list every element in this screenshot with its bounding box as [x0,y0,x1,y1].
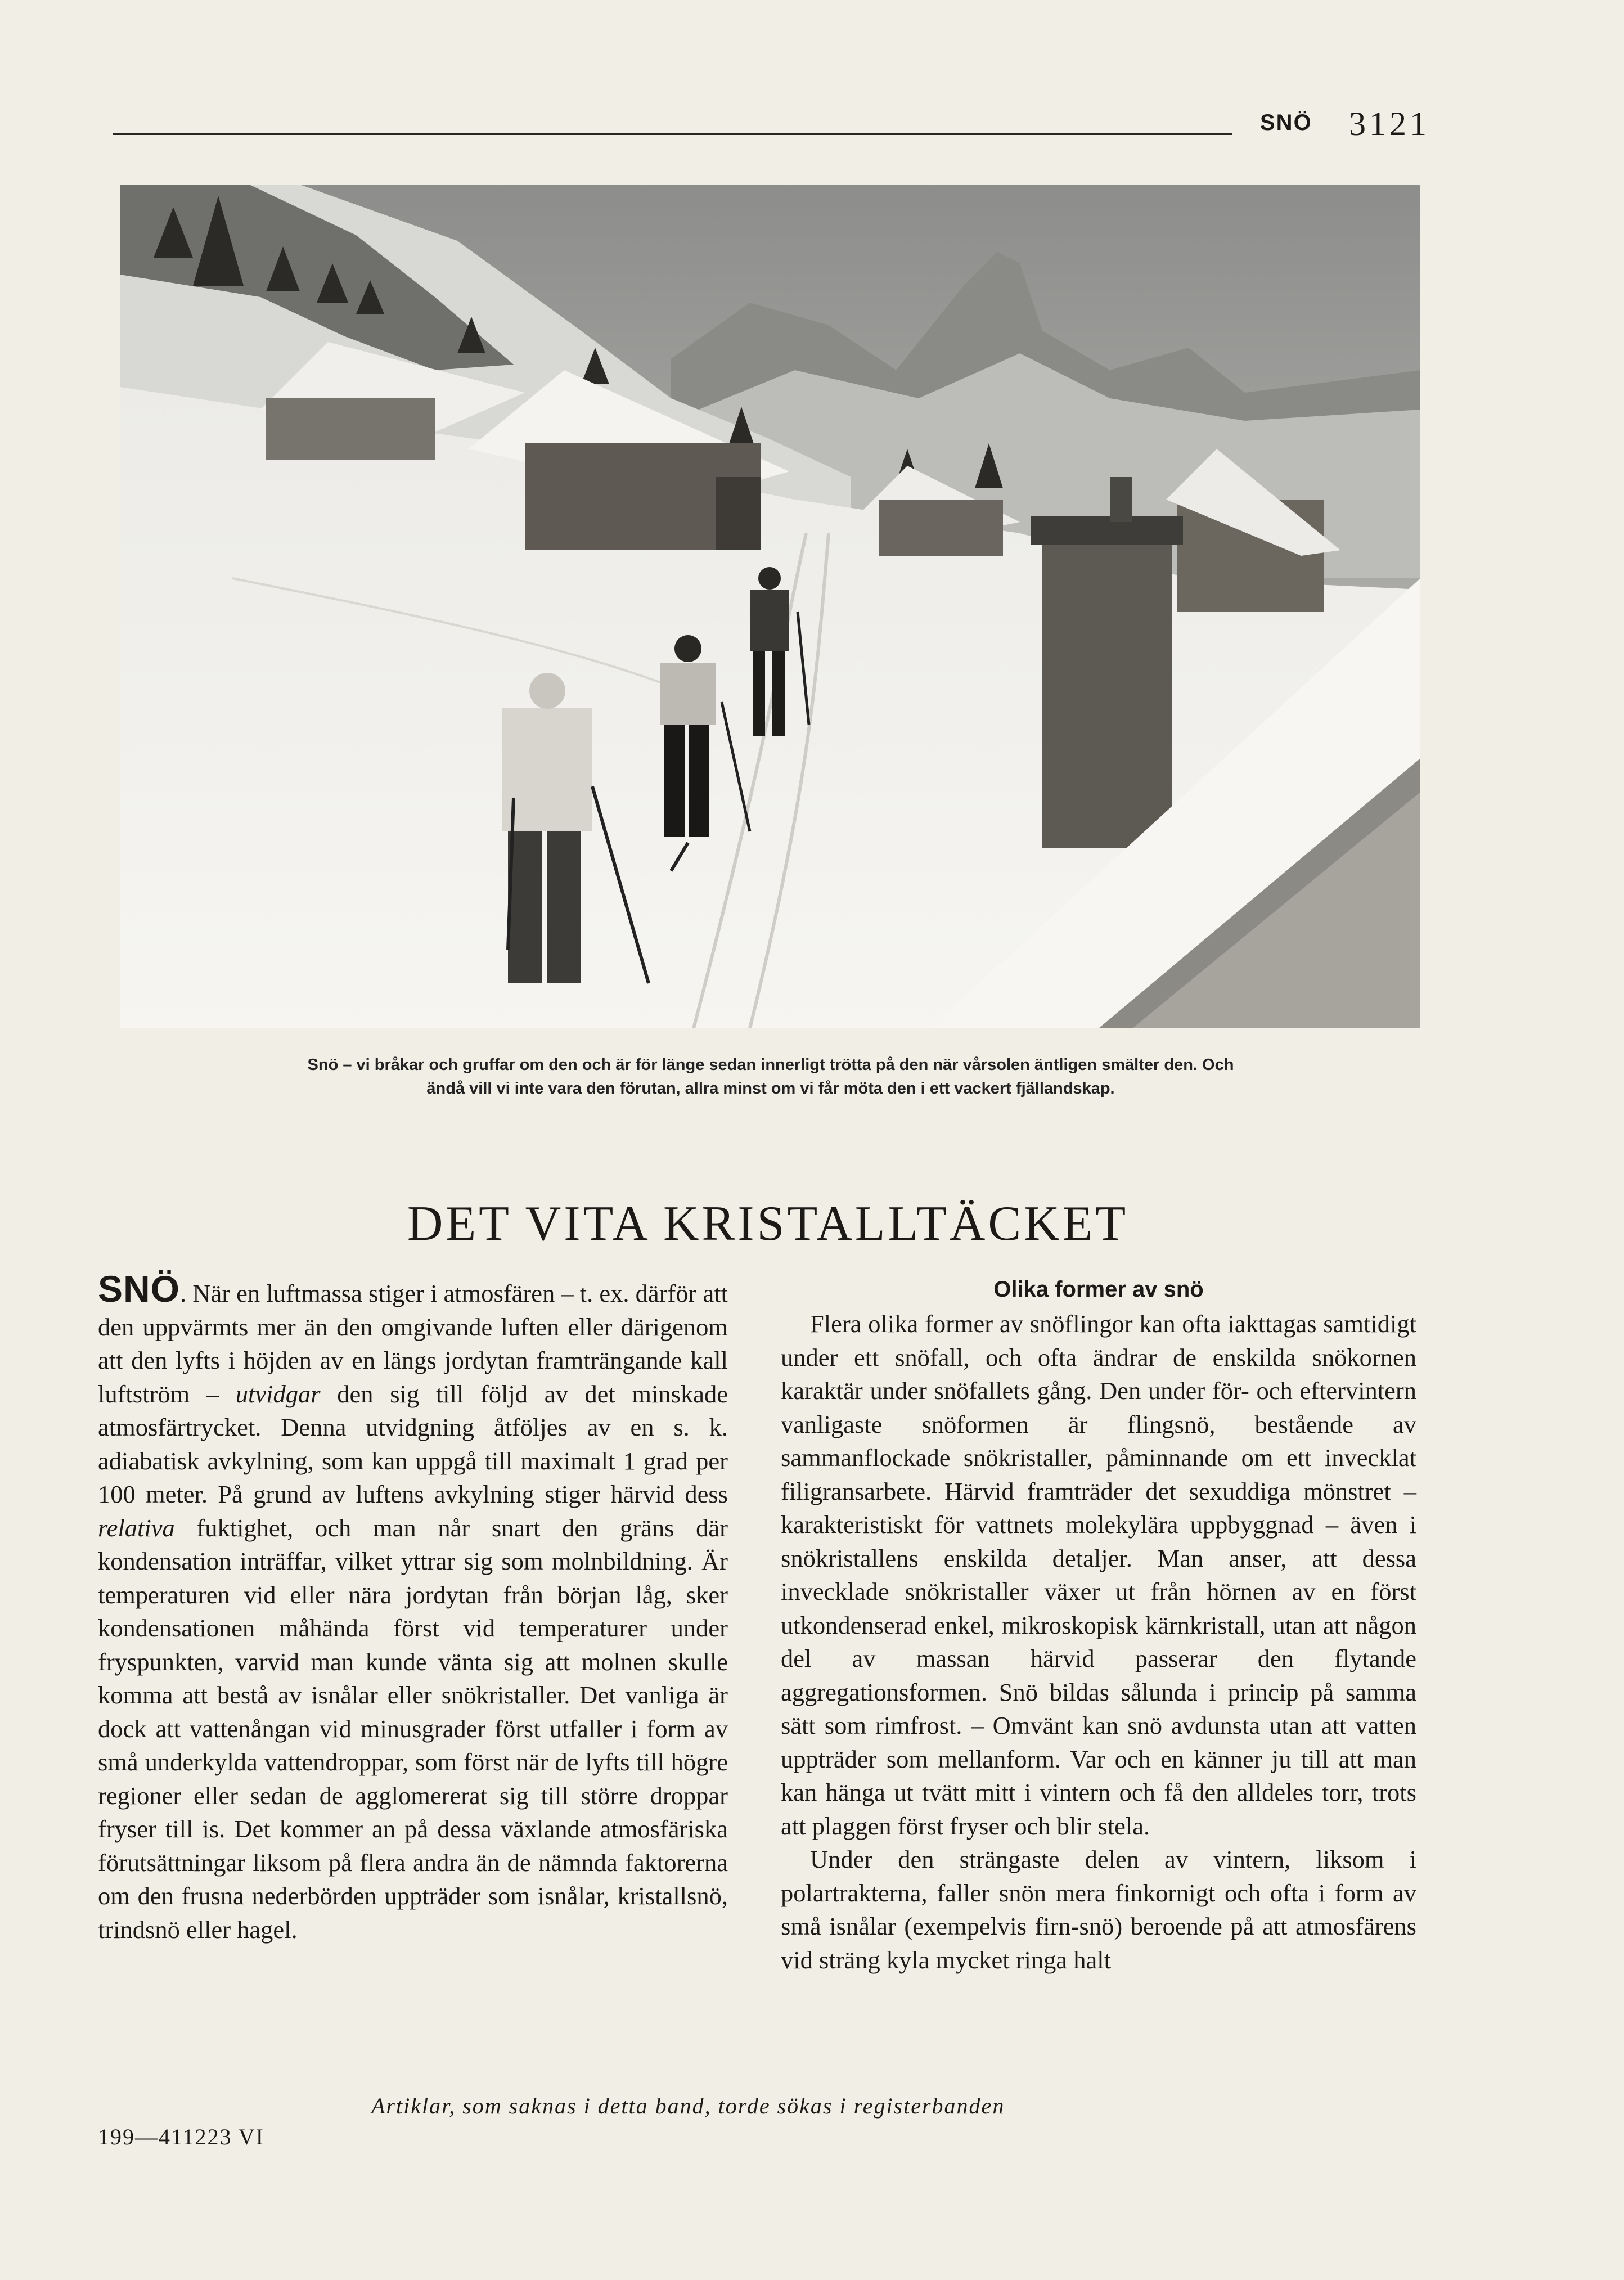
section-subheading: Olika former av snö [993,1277,1204,1302]
photograph-skiers [120,185,1420,1028]
left-paragraph [98,1268,728,1946]
right-paragraph-1: Flera olika former av snöflingor kan ofta iakttagas samtidigt under ett snöfall, och ofta ändrar de enskilda snökornen karaktär under snöfallets gång. Den under för- och eftervintern vanligaste snöformen är flingsnö, bestående av sammanflockade snökristaller, påminnande om ett invecklat filigransarbete. Härvid framträder det sexuddiga mönstret – karakteristiskt för vattnets molekylära uppbyggnad – även i snökristallens enskilda detaljer. Man anser, att dessa invecklade snökristaller växer ut från hörnen av en först utkondenserad enkel, mikroskopisk kärnkristall, utan att någon del av massan härvid passerar den flytande aggregationsformen. Snö bildas sålunda i princip på samma sätt som rimfrost. – Omvänt kan snö avdunsta utan att vatten uppträder som mellanform. Var och en känner ju till att man kan hänga ut tvätt mitt i vintern och få den alldeles torr, trots att plaggen först fryser och blir stela. [781,1310,1416,1840]
print-code: 199—411223 VI [98,2124,264,2149]
left-italic-1: utvidgar [235,1379,321,1408]
page-number: 3121 [1349,105,1430,142]
right-paragraph-2: Under den strängaste delen av vintern, liksom i polartrakterna, faller snön mera finkornigt och ofta i form av små isnålar (exempelvis firn-snö) beroende på att atmosfärens vid sträng kyla mycket ringa halt [781,1845,1416,1974]
photo-skiers-mountain-cabins-icon [120,185,1420,1028]
article-title: DET VITA KRISTALLTÄCKET [407,1197,1129,1251]
footer-note: Artiklar, som saknas i detta band, torde sökas i registerbanden [371,2093,1005,2119]
right-column [781,1272,1416,1977]
left-text-2: den sig till följd av det minskade atmosfärtrycket. Denna utvidgning åtföljes av en s. k. adiabatisk avkylning, som kan uppgå till maximalt 1 grad per 100 meter. På grund av luftens avkylning stiger härvid dess [98,1379,728,1508]
photo-caption [115,1053,1426,1100]
running-header-word: SNÖ [1260,110,1312,135]
lead-word: SNÖ [98,1268,181,1310]
left-italic-2: relativa [98,1513,175,1542]
caption-line-2: ändå vill vi inte vara den förutan, allra minst om vi får möta den i ett vackert fjällandskap. [426,1080,1115,1098]
caption-line-1: Snö – vi bråkar och gruffar om den och är för länge sedan innerligt trötta på den när vårsolen äntligen smälter den. Och [307,1056,1234,1074]
left-column [98,1268,728,1946]
header-rule [113,133,1232,135]
left-text-1: . När en luftmassa stiger i atmosfären – t. ex. därför att den uppvärmts mer än den omgivande luften eller därigenom att den lyfts i höjden av en längs jordytan framträngande kall luftström – [98,1279,728,1408]
left-text-3: fuktighet, och man når snart den gräns där kondensation inträffar, vilket yttrar sig som molnbildning. Är temperaturen vid eller nära jordytan från början låg, sker kondensationen måhända först vid temperaturer under fryspunkten, varvid man kunde vänta sig att molnen skulle komma att bestå av isnålar eller snökristaller. Det vanliga är dock att vattenångan vid minusgrader först utfaller i form av små underkylda vattendroppar, som först när de lyfts till högre regioner eller sedan de agglomererat sig till större droppar fryser till is. Det kommer an på dessa växlande atmosfäriska förutsättningar liksom på flera andra än de nämnda faktorerna om den frusna nederbörden uppträder som isnålar, kristallsnö, trindsnö eller hagel. [98,1513,728,1944]
